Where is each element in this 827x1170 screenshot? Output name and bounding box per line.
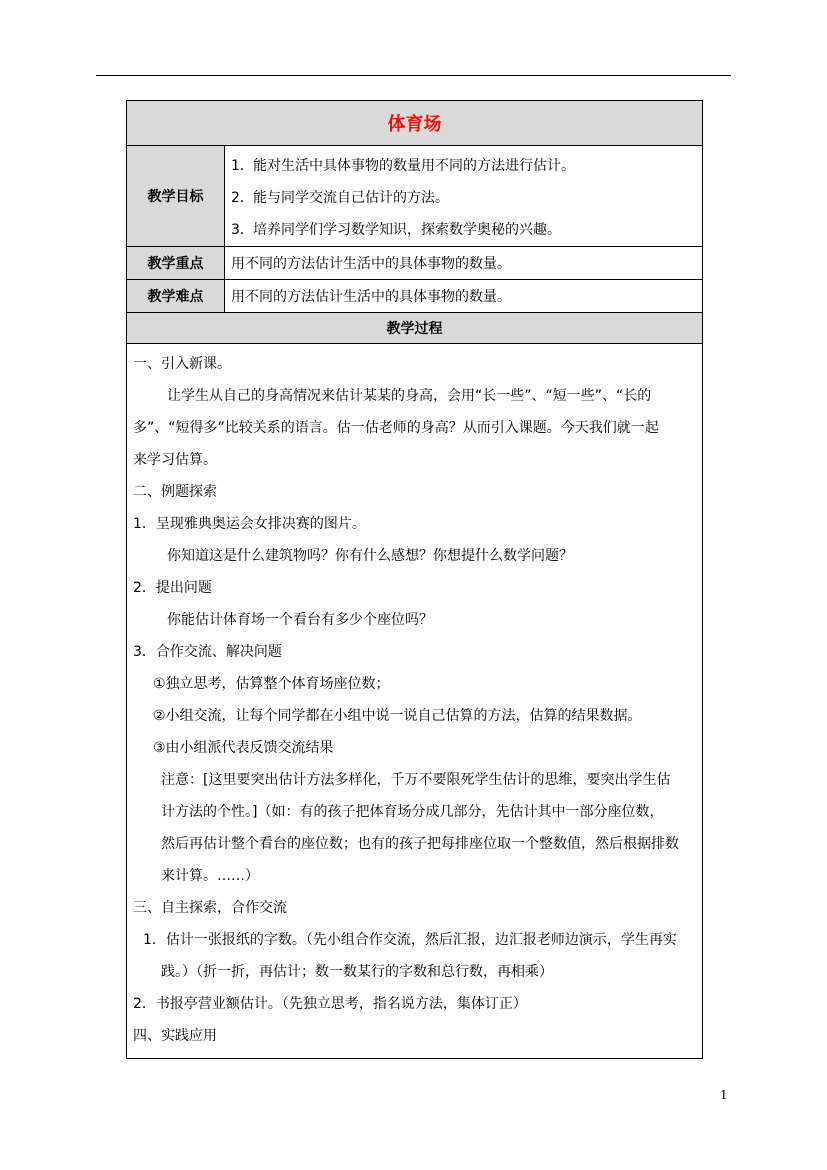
- paragraph-line: 你能估计体育场一个看台有多少个座位吗？: [167, 612, 433, 628]
- note-line: 注意：[这里要突出估计方法多样化，千万不要限死学生估计的思维，要突出学生估: [161, 772, 671, 788]
- step-item: 1．估计一张报纸的字数。（先小组合作交流，然后汇报，边汇报老师边演示，学生再实: [143, 932, 677, 948]
- step-item: 1．呈现雅典奥运会女排决赛的图片。: [133, 516, 366, 532]
- lesson-plan-table: [126, 100, 703, 1059]
- paragraph-line: 来学习估算。: [133, 452, 217, 468]
- process-body: [127, 344, 703, 1059]
- header-rule: [96, 75, 731, 76]
- paragraph-line: 让学生从自己的身高情况来估计某某的身高，会用“长一些”、“短一些”、“长的: [167, 388, 652, 404]
- difficulty-text: 用不同的方法估计生活中的具体事物的数量。: [225, 280, 703, 313]
- goals-cell: [225, 146, 703, 247]
- section-heading: 四、实践应用: [133, 1028, 217, 1044]
- sub-step: ②小组交流，让每个同学都在小组中说一说自己估算的方法，估算的结果数据。: [153, 708, 642, 724]
- paragraph-line: 多”、“短得多”比较关系的语言。估一估老师的身高？从而引入课题。今天我们就一起: [133, 420, 659, 436]
- section-heading: 一、引入新课。: [133, 356, 231, 372]
- sub-step: ③由小组派代表反馈交流结果: [153, 740, 334, 756]
- difficulty-label: 教学难点: [127, 280, 225, 313]
- goal-text: 能与同学交流自己估计的方法。: [253, 190, 449, 206]
- lesson-title: 体育场: [387, 114, 442, 135]
- page-number: 1: [720, 1088, 728, 1102]
- goal-text: 能对生活中具体事物的数量用不同的方法进行估计。: [253, 158, 575, 174]
- goal-number: 1.: [231, 158, 245, 174]
- goal-text: 培养同学们学习数学知识，探索数学奥秘的兴趣。: [253, 222, 561, 238]
- sub-step: ①独立思考，估算整个体育场座位数；: [153, 676, 390, 692]
- goal-item: [231, 182, 702, 214]
- goal-item: [231, 150, 702, 182]
- goal-number: 3.: [231, 222, 245, 238]
- step-item: 3．合作交流、解决问题: [133, 644, 282, 660]
- note-line: 然后再估计整个看台的座位数；也有的孩子把每排座位取一个整数值，然后根据排数: [161, 836, 679, 852]
- section-heading: 二、例题探索: [133, 484, 217, 500]
- goal-number: 2.: [231, 190, 245, 206]
- paragraph-line: 践。）（折一折，再估计；数一数某行的字数和总行数，再相乘）: [161, 964, 553, 980]
- goal-item: [231, 214, 702, 246]
- step-item: 2．提出问题: [133, 580, 212, 596]
- paragraph-line: 你知道这是什么建筑物吗？你有什么感想？你想提什么数学问题？: [167, 548, 573, 564]
- key-point-text: 用不同的方法估计生活中的具体事物的数量。: [225, 247, 703, 280]
- step-item: 2．书报亭营业额估计。（先独立思考，指名说方法，集体订正）: [133, 996, 527, 1012]
- note-line: 来计算。……）: [161, 868, 259, 884]
- goals-label: 教学目标: [127, 146, 225, 247]
- key-point-label: 教学重点: [127, 247, 225, 280]
- section-heading: 三、自主探索，合作交流: [133, 900, 287, 916]
- process-header: 教学过程: [127, 313, 703, 344]
- note-line: 计方法的个性。]（如：有的孩子把体育场分成几部分，先估计其中一部分座位数，: [161, 804, 664, 820]
- title-cell: [127, 101, 703, 146]
